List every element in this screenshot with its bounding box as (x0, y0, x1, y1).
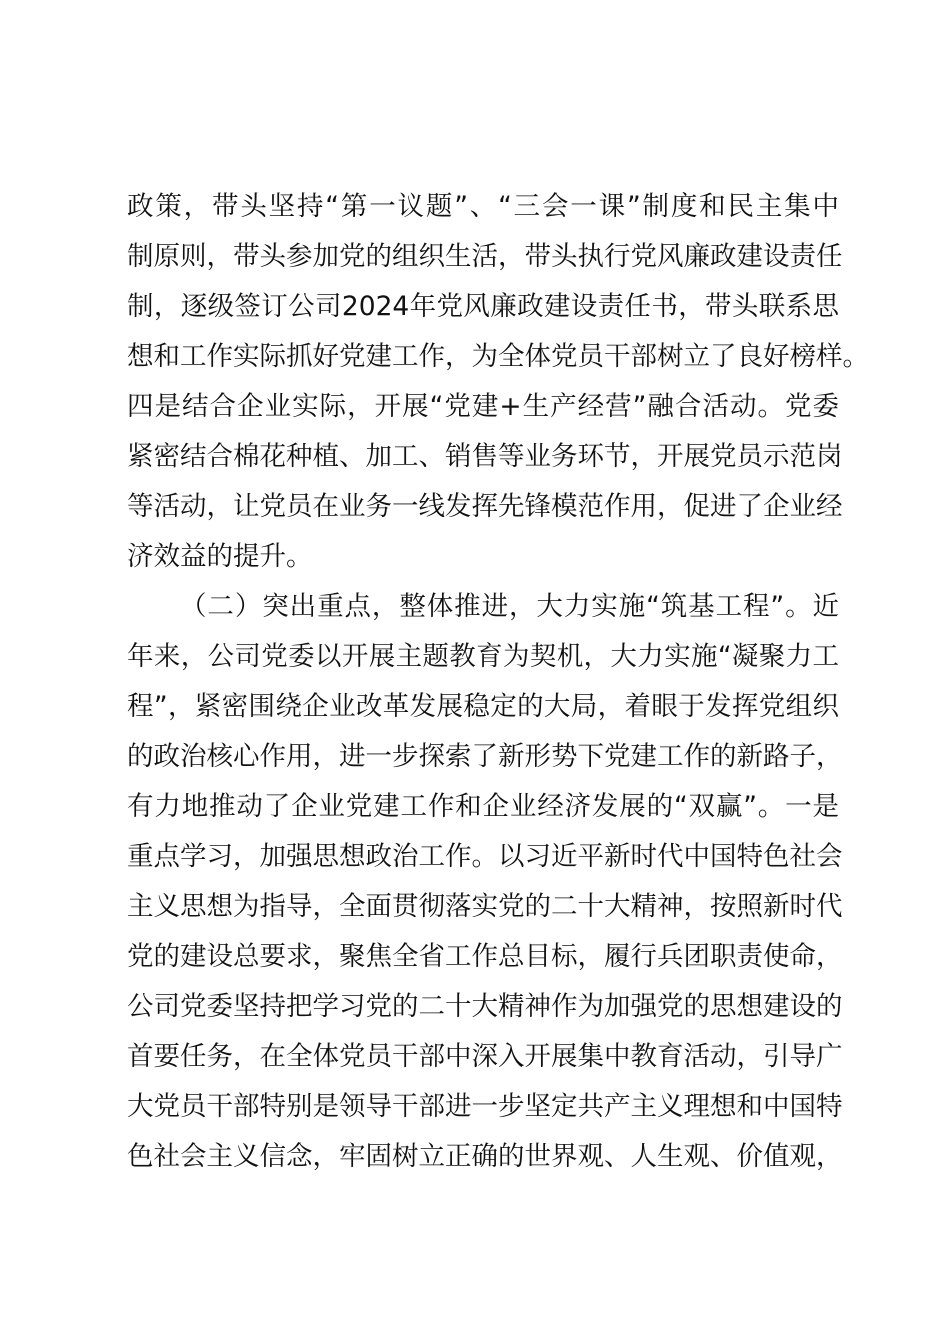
text-line: 制原则，带头参加党的组织生活，带头执行党风廉政建设责任 (127, 241, 843, 272)
text-line: 等活动，让党员在业务一线发挥先锋模范作用，促进了企业经 (127, 491, 843, 522)
text-line: 首要任务，在全体党员干部中深入开展集中教育活动，引导广 (127, 1041, 843, 1072)
text-line: 公司党委坚持把学习党的二十大精神作为加强党的思想建设的 (127, 991, 843, 1022)
text-line: 政策，带头坚持“第一议题”、“三会一课”制度和民主集中 (127, 191, 839, 222)
text-line: 大党员干部特别是领导干部进一步坚定共产主义理想和中国特 (127, 1091, 843, 1122)
text-line: 主义思想为指导，全面贯彻落实党的二十大精神，按照新时代 (127, 891, 843, 922)
text-line: 色社会主义信念，牢固树立正确的世界观、人生观、价值观， (127, 1141, 843, 1172)
text-line: 济效益的提升。 (127, 541, 313, 572)
text-line: 紧密结合棉花种植、加工、销售等业务环节，开展党员示范岗 (127, 441, 843, 472)
paragraph-heading-line: （二）突出重点，整体推进，大力实施“筑基工程”。近 (180, 591, 839, 622)
text-line: 制，逐级签订公司2024年党风廉政建设责任书，带头联系思 (127, 291, 839, 322)
text-line: 四是结合企业实际，开展“党建+生产经营”融合活动。党委 (127, 391, 839, 422)
text-line: 的政治核心作用，进一步探索了新形势下党建工作的新路子， (127, 741, 843, 772)
text-line: 党的建设总要求，聚焦全省工作总目标，履行兵团职责使命， (127, 941, 843, 972)
text-line: 有力地推动了企业党建工作和企业经济发展的“双赢”。一是 (127, 791, 839, 822)
text-line: 程”，紧密围绕企业改革发展稳定的大局，着眼于发挥党组织 (127, 691, 839, 722)
text-line: 重点学习，加强思想政治工作。以习近平新时代中国特色社会 (127, 841, 843, 872)
text-line: 年来，公司党委以开展主题教育为契机，大力实施“凝聚力工 (127, 641, 839, 672)
text-line: 想和工作实际抓好党建工作，为全体党员干部树立了良好榜样。 (127, 341, 869, 372)
body-text (127, 182, 869, 1182)
